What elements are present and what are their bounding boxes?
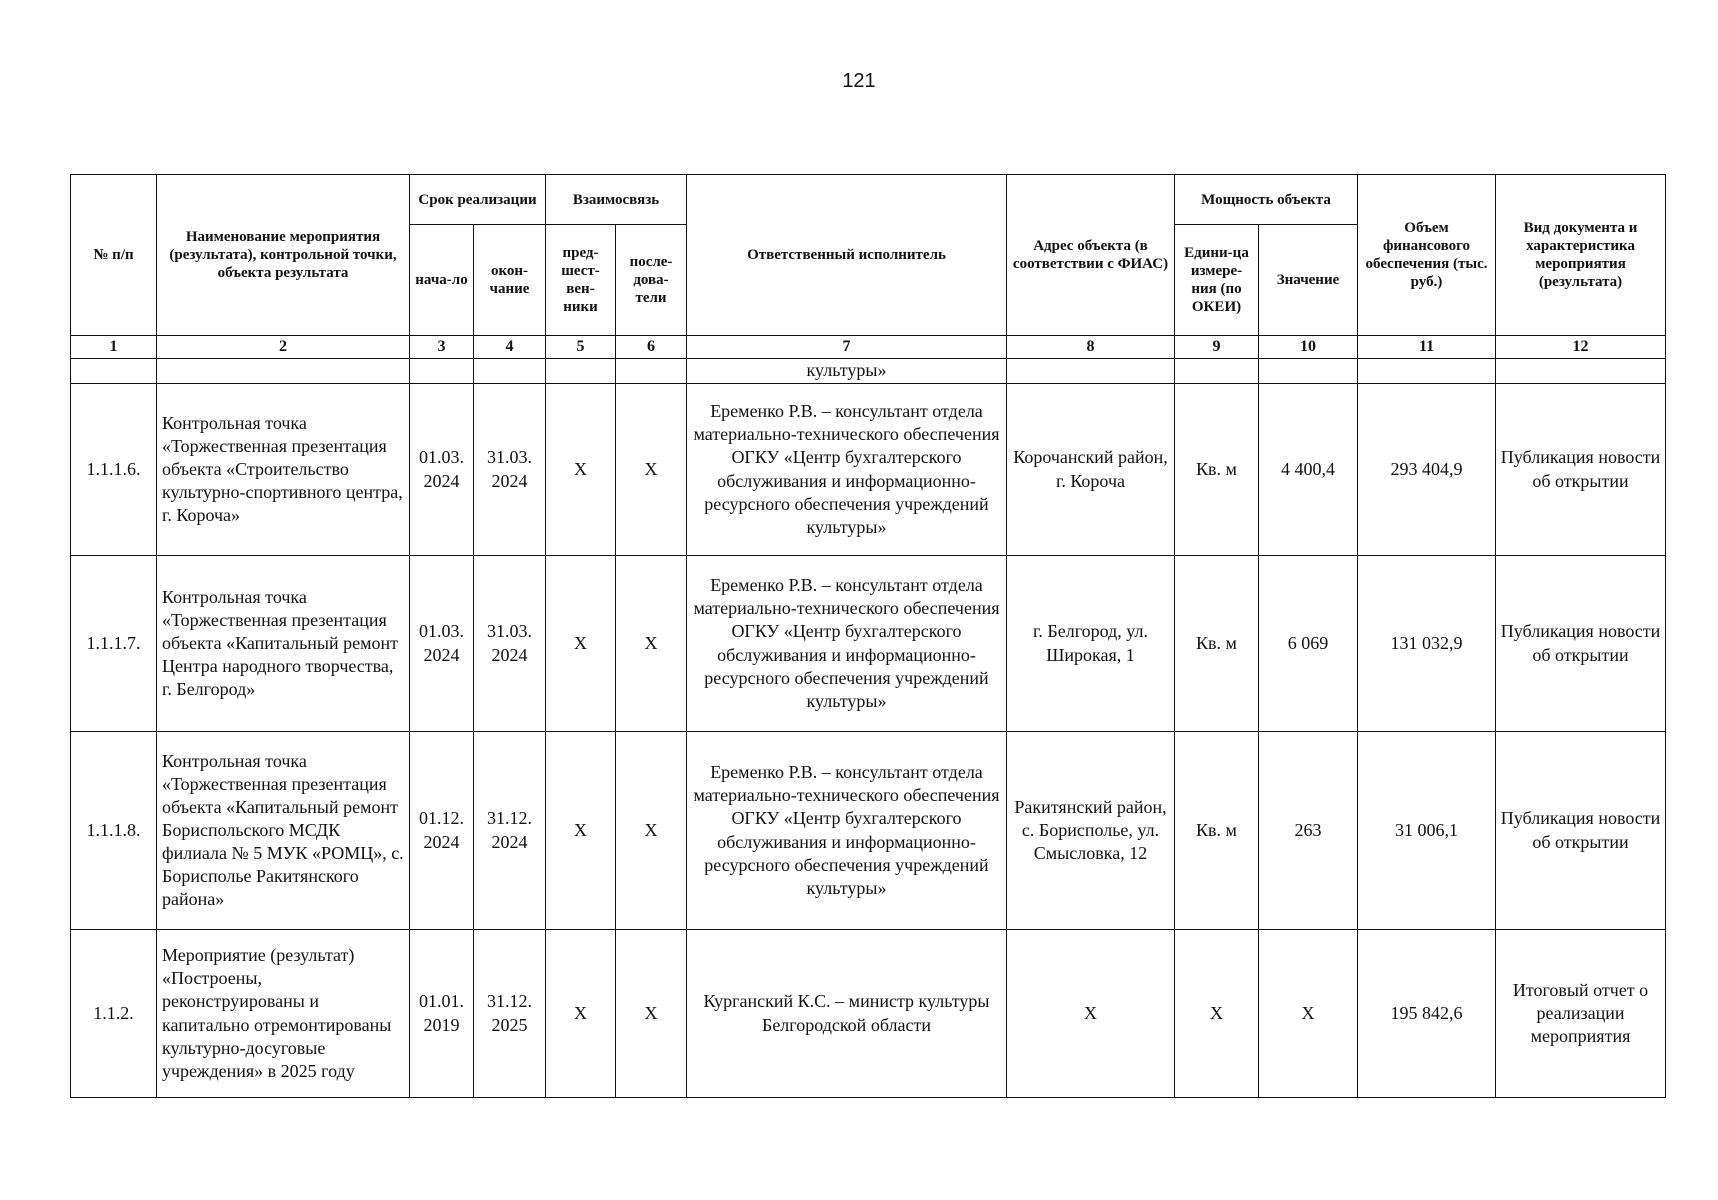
row-end: 31.03. 2024: [474, 556, 546, 732]
column-number: 3: [410, 336, 474, 359]
row-doc: Публикация новости об открытии: [1496, 384, 1666, 556]
row-executor: Курганский К.С. – министр культуры Белгородской области: [687, 930, 1007, 1098]
row-pred: X: [546, 732, 616, 930]
header-name: Наименование мероприятия (результата), контрольной точки, объекта результата: [157, 175, 410, 336]
row-value: X: [1259, 930, 1358, 1098]
column-number: 7: [687, 336, 1007, 359]
header-executor: Ответственный исполнитель: [687, 175, 1007, 336]
row-doc: Итоговый отчет о реализации мероприятия: [1496, 930, 1666, 1098]
row-succ: X: [616, 732, 687, 930]
header-term-end: окон-чание: [474, 225, 546, 336]
row-address: X: [1007, 930, 1175, 1098]
header-capacity: Мощность объекта: [1175, 175, 1358, 225]
continuation-row: [71, 359, 1666, 384]
table-row: [71, 930, 1666, 1098]
column-number: 10: [1259, 336, 1358, 359]
empty-cell: [546, 359, 616, 384]
row-end: 31.03. 2024: [474, 384, 546, 556]
row-name: Контрольная точка «Торжественная презентация объекта «Капитальный ремонт Бориспольского МСДК филиала № 5 МУК «РОМЦ», с. Борисполье Ракитянского района»: [157, 732, 410, 930]
header-address: Адрес объекта (в соответствии с ФИАС): [1007, 175, 1175, 336]
column-number: 9: [1175, 336, 1259, 359]
column-number: 8: [1007, 336, 1175, 359]
row-succ: X: [616, 556, 687, 732]
activities-table: [70, 174, 1666, 1098]
empty-cell: [474, 359, 546, 384]
row-doc: Публикация новости об открытии: [1496, 732, 1666, 930]
row-name: Контрольная точка «Торжественная презентация объекта «Капитальный ремонт Центра народного творчества, г. Белгород»: [157, 556, 410, 732]
row-start: 01.03. 2024: [410, 556, 474, 732]
column-number: 5: [546, 336, 616, 359]
row-start: 01.01. 2019: [410, 930, 474, 1098]
row-value: 4 400,4: [1259, 384, 1358, 556]
row-unit: X: [1175, 930, 1259, 1098]
page-number: 121: [842, 70, 876, 92]
empty-cell: [71, 359, 157, 384]
header-unit: Едини-ца измере-ния (по ОКЕИ): [1175, 225, 1259, 336]
row-finance: 293 404,9: [1358, 384, 1496, 556]
header-finance: Объем финансового обеспечения (тыс. руб.): [1358, 175, 1496, 336]
row-address: г. Белгород, ул. Широкая, 1: [1007, 556, 1175, 732]
row-address: Корочанский район, г. Короча: [1007, 384, 1175, 556]
row-value: 263: [1259, 732, 1358, 930]
row-name: Мероприятие (результат) «Построены, реконструированы и капитально отремонтированы культурно-досуговые учреждения» в 2025 году: [157, 930, 410, 1098]
header-term: Срок реализации: [410, 175, 546, 225]
header-value: Значение: [1259, 225, 1358, 336]
table-row: [71, 556, 1666, 732]
column-number: 1: [71, 336, 157, 359]
empty-cell: [1007, 359, 1175, 384]
empty-cell: [1175, 359, 1259, 384]
empty-cell: [1358, 359, 1496, 384]
row-doc: Публикация новости об открытии: [1496, 556, 1666, 732]
column-number-row: [71, 336, 1666, 359]
empty-cell: [410, 359, 474, 384]
row-unit: Кв. м: [1175, 732, 1259, 930]
row-num: 1.1.1.7.: [71, 556, 157, 732]
empty-cell: [616, 359, 687, 384]
column-number: 6: [616, 336, 687, 359]
column-number: 11: [1358, 336, 1496, 359]
header-term-start: нача-ло: [410, 225, 474, 336]
column-number: 12: [1496, 336, 1666, 359]
row-unit: Кв. м: [1175, 556, 1259, 732]
row-name: Контрольная точка «Торжественная презентация объекта «Строительство культурно-спортивного центра, г. Короча»: [157, 384, 410, 556]
row-start: 01.03. 2024: [410, 384, 474, 556]
row-executor: Еременко Р.В. – консультант отдела материально-технического обеспечения ОГКУ «Центр бухгалтерского обслуживания и информационно-ресурсного обеспечения учреждений культуры»: [687, 384, 1007, 556]
row-num: 1.1.1.8.: [71, 732, 157, 930]
row-finance: 131 032,9: [1358, 556, 1496, 732]
header-num: № п/п: [71, 175, 157, 336]
row-unit: Кв. м: [1175, 384, 1259, 556]
row-executor: Еременко Р.В. – консультант отдела материально-технического обеспечения ОГКУ «Центр бухгалтерского обслуживания и информационно-ресурсного обеспечения учреждений культуры»: [687, 556, 1007, 732]
row-address: Ракитянский район, с. Борисполье, ул. Смысловка, 12: [1007, 732, 1175, 930]
row-finance: 31 006,1: [1358, 732, 1496, 930]
row-end: 31.12. 2025: [474, 930, 546, 1098]
header-doc: Вид документа и характеристика мероприятия (результата): [1496, 175, 1666, 336]
empty-cell: [1259, 359, 1358, 384]
table-row: [71, 732, 1666, 930]
row-num: 1.1.1.6.: [71, 384, 157, 556]
empty-cell: [1496, 359, 1666, 384]
table-row: [71, 384, 1666, 556]
row-num: 1.1.2.: [71, 930, 157, 1098]
row-end: 31.12. 2024: [474, 732, 546, 930]
row-value: 6 069: [1259, 556, 1358, 732]
row-pred: X: [546, 930, 616, 1098]
row-finance: 195 842,6: [1358, 930, 1496, 1098]
empty-cell: [157, 359, 410, 384]
header-link-pred: пред-шест-вен-ники: [546, 225, 616, 336]
column-number: 4: [474, 336, 546, 359]
row-pred: X: [546, 556, 616, 732]
header-link-succ: после-дова-тели: [616, 225, 687, 336]
continuation-text: культуры»: [687, 359, 1007, 384]
row-executor: Еременко Р.В. – консультант отдела материально-технического обеспечения ОГКУ «Центр бухгалтерского обслуживания и информационно-ресурсного обеспечения учреждений культуры»: [687, 732, 1007, 930]
row-succ: X: [616, 930, 687, 1098]
header-link: Взаимосвязь: [546, 175, 687, 225]
column-number: 2: [157, 336, 410, 359]
row-start: 01.12. 2024: [410, 732, 474, 930]
row-pred: X: [546, 384, 616, 556]
row-succ: X: [616, 384, 687, 556]
